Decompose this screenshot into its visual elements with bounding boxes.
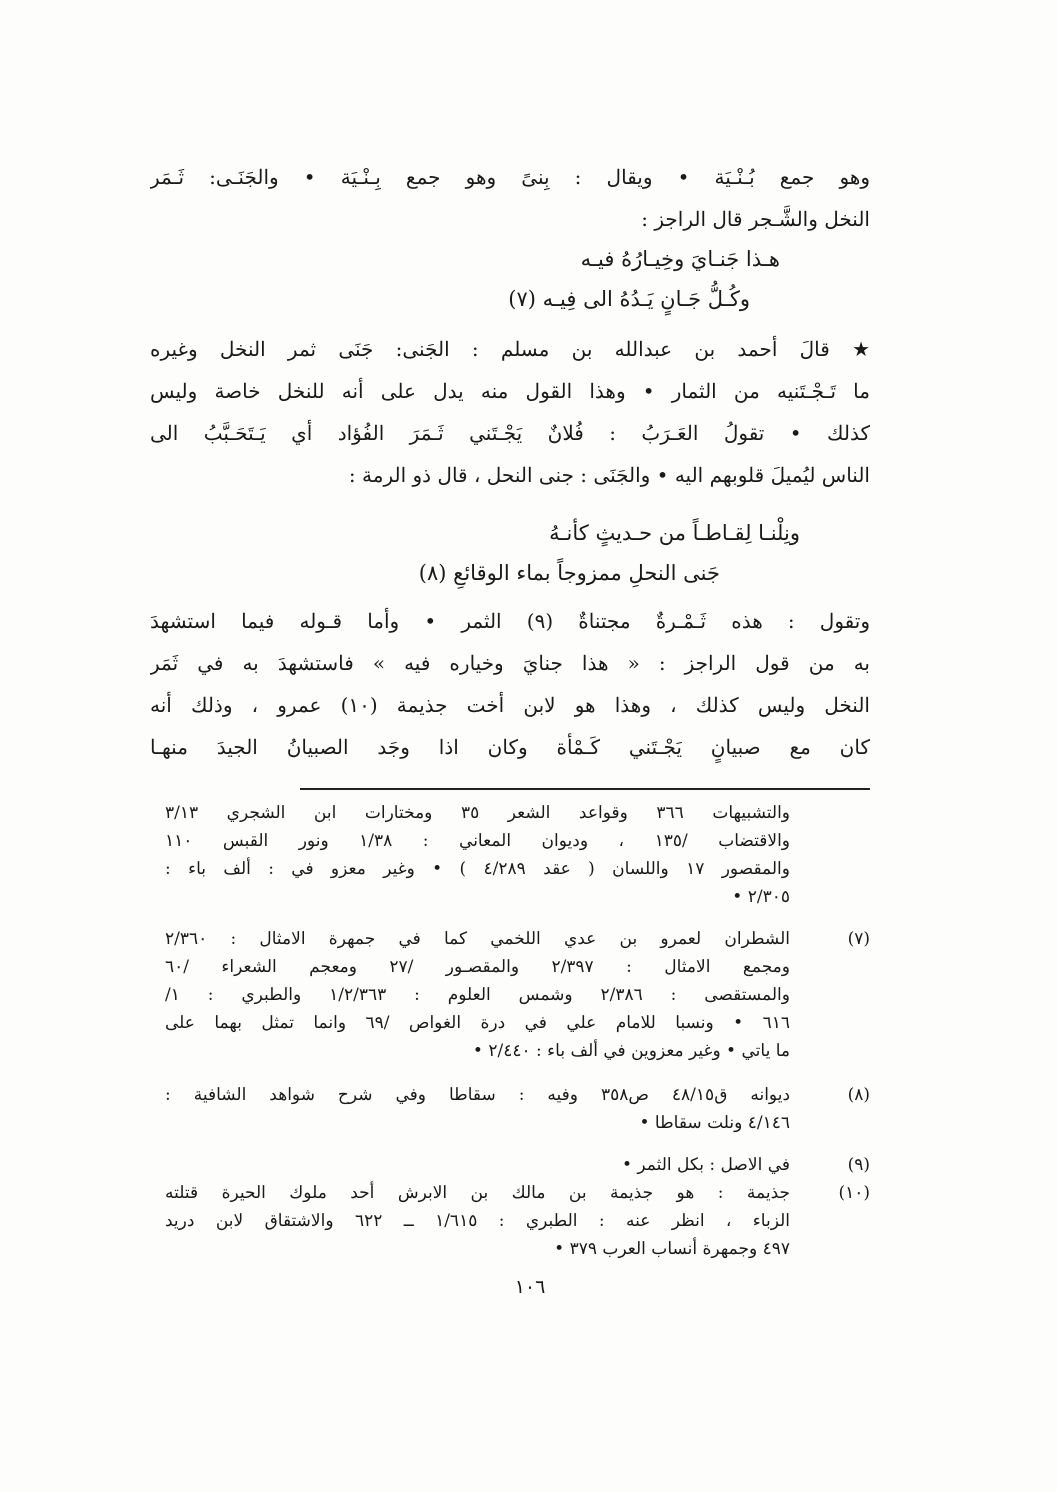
main-line: الناس ليُميلَ قلوبهم اليه • والجَنَى : جنى النحل ، قال ذو الرمة : <box>348 463 870 487</box>
main-line: النخل وليس كذلك ، وهذا هو لابن أخت جذيمة (١٠) عمرو ، وذلك أنه <box>150 693 870 717</box>
footnote-line: ٦١٦ • ونسبا للامام علي في درة الغواص /٦٩ وانما تمثل بهما على <box>165 1013 790 1033</box>
footnote-line: والمستقصى : ٢/٣٨٦ وشمس العلوم : ١/٢/٣٦٣ والطبري : ١/ <box>165 985 790 1005</box>
main-line: به من قول الراجز : « هذا جنايَ وخياره فيه » فاستشهدَ به في ثَمَر <box>150 651 870 675</box>
main-line: كذلك • تقولُ العَـرَبُ : فُلانٌ يَجْـتَني ثَـمَرَ الفُؤاد أي يَـتَحَـبَّبُ الى <box>150 421 870 445</box>
footnote-line: ٤٩٧ وجمهرة أنساب العرب ٣٧٩ • <box>554 1239 790 1259</box>
main-line: ما تَـجْـتَنيه من الثمار • وهذا القول منه يدل على أنه للنخل خاصة وليس <box>150 379 870 403</box>
main-line: النخل والشَّـجر قال الراجز : <box>641 207 870 231</box>
footnote-line: ٤/١٤٦ ونلت سقاطا • <box>639 1113 790 1133</box>
footnote-divider <box>300 788 870 790</box>
footnote-number: (٨) <box>847 1085 870 1105</box>
verse-line: جَنى النحلِ ممزوجاً بماء الوقائعِ (٨) <box>418 561 720 585</box>
main-line: ★ قالَ أحمد بن عبدالله بن مسلم : الجَنى: جَنَى ثمر النخل وغيره <box>150 337 870 361</box>
footnote-line: ما ياتي • وغير معزوين في ألف باء : ٢/٤٤٠ • <box>472 1041 790 1061</box>
page-number: ١٠٦ <box>514 1276 546 1298</box>
verse-line: ونِلْنـا لِقـاطـاً من حـديثٍ كأنـهُ <box>549 521 800 545</box>
footnote-line: ومجمع الامثال : ٢/٣٩٧ والمقصـور /٢٧ ومعجم الشعراء /٦٠ <box>165 957 790 977</box>
footnote-number: (١٠) <box>838 1183 870 1203</box>
footnote-line: والمقصور ١٧ واللسان ( عقد ٤/٢٨٩ ) • وغير معزو في : ألف باء : <box>165 859 790 879</box>
footnote-line: ٢/٣٠٥ • <box>732 887 790 907</box>
footnote-number: (٧) <box>847 929 870 949</box>
footnote-line: جذيمة : هو جذيمة بن مالك بن الابرش أحد ملوك الحيرة قتلته <box>165 1183 790 1203</box>
footnote-number: (٩) <box>847 1155 870 1175</box>
main-text <box>150 160 870 780</box>
footnote-line: الزباء ، انظر عنه : الطبري : ١/٦١٥ ــ ٦٢٢ والاشتقاق لابن دريد <box>165 1211 790 1231</box>
footnote-line: والاقتضاب /١٣٥ ، وديوان المعاني : ١/٣٨ ونور القبس ١١٠ <box>165 831 790 851</box>
footnote-line: ديوانه ق٤٨/١٥ ص٣٥٨ وفيه : سقاطا وفي شرح شواهد الشافية : <box>165 1085 790 1105</box>
main-line: كان مع صبيانٍ يَجْـتَني كَـمْأة وكان اذا وجَد الصبيانُ الجيدَ منهـا <box>150 735 870 759</box>
footnote-line: في الاصل : بكل الثمر • <box>621 1155 790 1175</box>
main-line: وهو جمع بُـنْـيَة • ويقال : بِنىً وهو جمع بِـنْـيَة • والجَنَـى: ثَـمَر <box>150 165 870 189</box>
main-line: وتقول : هذه ثَـمْـرةٌ مجتناةٌ (٩) الثمر • وأما قـوله فيما استشهدَ <box>150 609 870 633</box>
verse-line: وكُـلُّ جَـانٍ يَـدُهُ الى فِيـه (٧) <box>508 287 750 311</box>
footnote-line: الشطران لعمرو بن عدي اللخمي كما في جمهرة الامثال : ٢/٣٦٠ <box>165 929 790 949</box>
footnote-line: والتشبيهات ٣٦٦ وقواعد الشعر ٣٥ ومختارات ابن الشجري ٣/١٣ <box>165 803 790 823</box>
verse-line: هـذا جَنـايَ وخِيـارُهُ فيـه <box>580 247 780 271</box>
